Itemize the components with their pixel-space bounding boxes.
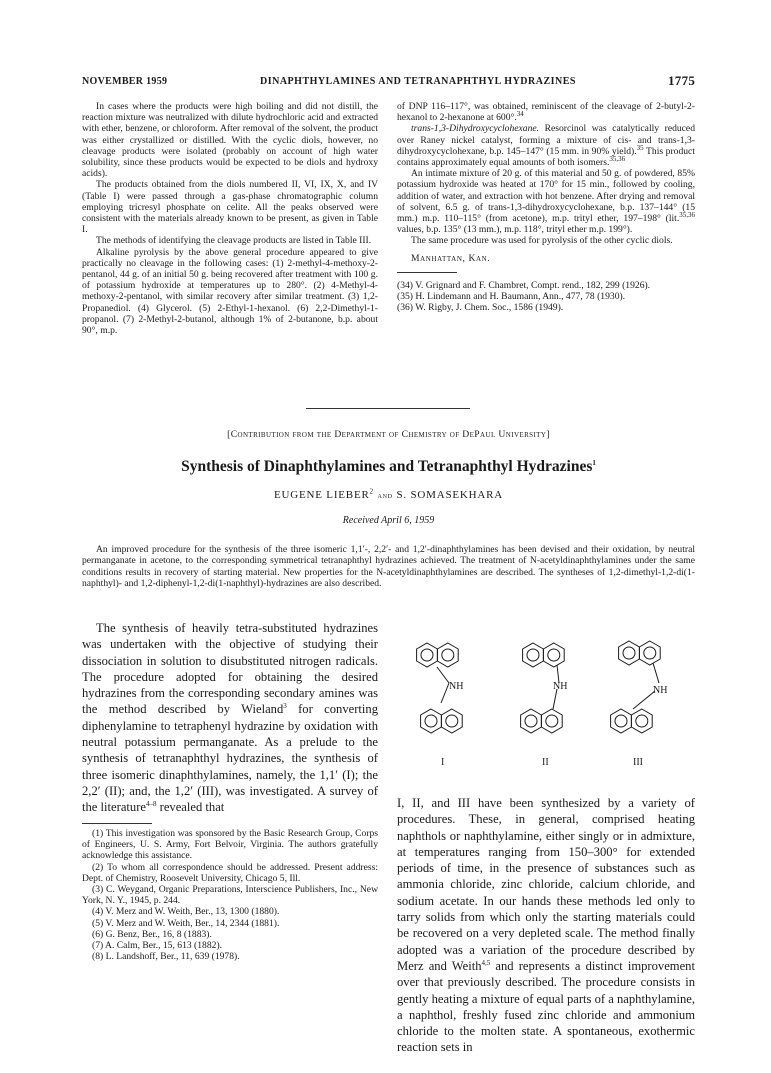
- paragraph: The same procedure was used for pyrolysis of the other cyclic diols.: [411, 235, 673, 247]
- running-header-title: DINAPHTHYLAMINES AND TETRANAPHTHYL HYDRAZINES: [260, 76, 576, 87]
- reference-item: (34) V. Grignard and F. Chambret, Compt. rend., 182, 299 (1926).: [397, 279, 651, 291]
- location-signature: Manhattan, Kan.: [411, 252, 491, 264]
- reference-list: [397, 280, 695, 314]
- paragraph: The products obtained from the diols numbered II, VI, IX, X, and IV (Table I) were passed through a gas-phase chromatographic column employing tricresyl phosphate on celite. All the peaks observed were consistent with the materials already known to be present, as given in Table I.: [82, 179, 378, 236]
- paragraph: I, II, and III have been synthesized by a variety of procedures. These, in general, comprised heating naphthols or naphthylamine, either singly or in admixture, at temperatures ranging from 150–300° for extended periods of time, in the presence of substances such as ammonia chloride, zinc chloride, calcium chloride, and sodium acetate. In our hands these methods led only to tarry solids from which only the starting materials could be recovered on a very depleted scale. The method finally adopted was a variation of the procedure described by Merz and Weith$^{4,5}$ and represents a distinct improvement over that previously described. The procedure consists in gently heating a mixture of equal parts of a naphthylamine, a naphthol, freshly fused zinc chloride and ammonium chloride to the molten state. A spontaneous, exothermic reaction sets in: [397, 796, 695, 1055]
- contribution-line: [Contribution from the Department of Chemistry of DePaul University]: [227, 429, 550, 440]
- page-number: 1775: [668, 73, 696, 88]
- reference-item: (35) H. Lindemann and H. Baumann, Ann., 477, 78 (1930).: [397, 291, 626, 303]
- footnote: (1) This investigation was sponsored by the Basic Research Group, Corps of Engineers, U. S. Army, Fort Belvoir, Virginia. The authors gratefully acknowledge this assistance.: [82, 828, 378, 862]
- footnote-rule: [82, 823, 152, 824]
- nh-label: NH: [553, 681, 568, 692]
- paragraph: Alkaline pyrolysis by the above general procedure appeared to give practically no cleavage in the following cases: (1) 2-methyl-4-methoxy-2-pentanol, 44 g. of an initial 50 g. being recovered after treatment with 100 g. of potassium hydroxide at temperatures up to 280°. (2) 4-Methyl-4-methoxy-2-pentanol, with similar recovery after similar treatment. (3) 1,2-Propanediol. (4) Glycerol. (5) 2-Ethyl-1-hexanol. (6) 2,2-Dimethyl-1-propanol. (7) 2-Methyl-2-butanol, although 1% of 2-butanone, b.p. about 90°, m.p.: [82, 246, 378, 337]
- abstract: An improved procedure for the synthesis of the three isomeric 1,1′-, 2,2′- and 1,2′-dinaphthylamines has been devised and their oxidation, by neutral permanganate in acetone, to the corresponding symmetrical tetranaphthyl hydrazines achieved. The treatment of N-acetyldinaphthylamines under the same conditions results in recovery of starting material. New properties for the N-acetyldinaphthylamines are described. The syntheses of 1,2-dimethyl-1,2-di(1-naphthyl)- and 1,2-diphenyl-1,2-di(1-naphthyl)-hydrazines are also described.: [82, 544, 695, 590]
- article-title: Synthesis of Dinaphthylamines and Tetranaphthyl Hydrazines$^1$: [181, 458, 596, 475]
- reference-item: (36) W. Rigby, J. Chem. Soc., 1586 (1949).: [397, 302, 564, 314]
- paragraph: of DNP 116–117°, was obtained, reminiscent of the cleavage of 2-butyl-2-hexanol to 2-hexanone at 600°.$^{34}$: [397, 101, 695, 124]
- structure-figure: [397, 617, 695, 777]
- section-heading: trans-1,3-Dihydroxycyclohexane.: [411, 123, 540, 135]
- section-divider: [306, 408, 470, 409]
- footnote: (8) L. Landshoff, Ber., 11, 639 (1978).: [92, 951, 240, 963]
- naphthalene-ring: [421, 709, 463, 733]
- naphthalene-ring: [521, 709, 563, 733]
- body-left-column: [82, 620, 378, 816]
- running-header-date: NOVEMBER 1959: [82, 76, 168, 87]
- footnotes: [82, 823, 378, 962]
- paragraph: An intimate mixture of 20 g. of this material and 50 g. of powdered, 85% potassium hydroxide was heated at 170° for 15 min., followed by cooling, addition of water, and extraction with hot benzene. After drying and removal of solvent, 6.5 g. of trans-1,3-dihydroxycyclohexane, b.p. 137–144° (15 mm.) m.p. 110–115° (from acetone), m.p. trityl ether, 197–198° (lit.$^{35,36}$ values, b.p. 135° (13 mm.), m.p. 118°, trityl ether m.p. 199°).: [397, 168, 695, 236]
- footnote: (5) V. Merz and W. Weith, Ber., 14, 2344 (1881).: [92, 917, 280, 929]
- footnote: (6) G. Benz, Ber., 16, 8 (1883).: [92, 928, 212, 940]
- footnote: (4) V. Merz and W. Weith, Ber., 13, 1300 (1880).: [92, 906, 280, 918]
- paragraph: The synthesis of heavily tetra-substituted hydrazines was undertaken with the objective of studying their dissociation in solution to disubstituted nitrogen radicals. The procedure adopted for obtaining the desired hydrazines from the corresponding secondary amines was the method described by Wieland$^3$ for converting diphenylamine to tetraphenyl hydrazine by oxidation with neutral potassium permanganate. As a prelude to the synthesis of tetranaphthyl hydrazines, the synthesis of three isomeric dinaphthylamines, namely, the 1,1′ (I); the 2,2′ (II); and, the 1,2′ (III), was investigated. A survey of the literature$^{4-8}$ revealed that: [82, 621, 378, 815]
- naphthalene-ring: [619, 641, 661, 665]
- naphthalene-ring: [611, 709, 653, 733]
- body-right-column: [397, 795, 695, 1056]
- paragraph: In cases where the products were high boiling and did not distill, the reaction mixture was neutralized with dilute hydrochloric acid and extracted with ether, benzene, or chloroform. After removal of the solvent, the product was either crystallized or distilled. With the cyclic diols, however, no cleavage products were isolated (probably on account of high water solubility, since these products would be expected to be diols and hydroxy acids).: [82, 101, 378, 180]
- naphthalene-ring: [523, 643, 565, 667]
- author-line: EUGENE LIEBER$^2$ and S. SOMASEKHARA: [273, 487, 504, 501]
- top-right-column: [397, 101, 695, 313]
- footnote: (7) A. Calm, Ber., 15, 613 (1882).: [92, 940, 223, 952]
- structure-label-II: II: [542, 757, 549, 768]
- structure-label-III: III: [633, 757, 643, 768]
- footnote: (3) C. Weygand, Organic Preparations, Interscience Publishers, Inc., New York, N. Y., 1945, p. 244.: [82, 884, 378, 907]
- naphthalene-ring: [417, 643, 459, 667]
- top-left-column: [82, 101, 378, 336]
- paragraph: The methods of identifying the cleavage products are listed in Table III.: [96, 235, 372, 247]
- paragraph: trans-1,3-Dihydroxycyclohexane. Resorcinol was catalytically reduced over Raney nickel catalyst, forming a mixture of cis- and trans-1,3-dihydroxycyclohexane, b.p. 145–147° (15 mm. in 90% yield).$^{35}$ This product contains approximately equal amounts of both isomers.$^{35,36}$: [397, 123, 695, 169]
- structure-label-I: I: [441, 757, 445, 768]
- received-date: Received April 6, 1959: [342, 515, 435, 526]
- nh-label: NH: [449, 681, 464, 692]
- footnote-rule: [397, 272, 457, 276]
- nh-label: NH: [653, 685, 668, 696]
- footnote: (2) To whom all correspondence should be addressed. Present address: Dept. of Chemistry, Roosevelt University, Chicago 5, Ill.: [82, 861, 378, 884]
